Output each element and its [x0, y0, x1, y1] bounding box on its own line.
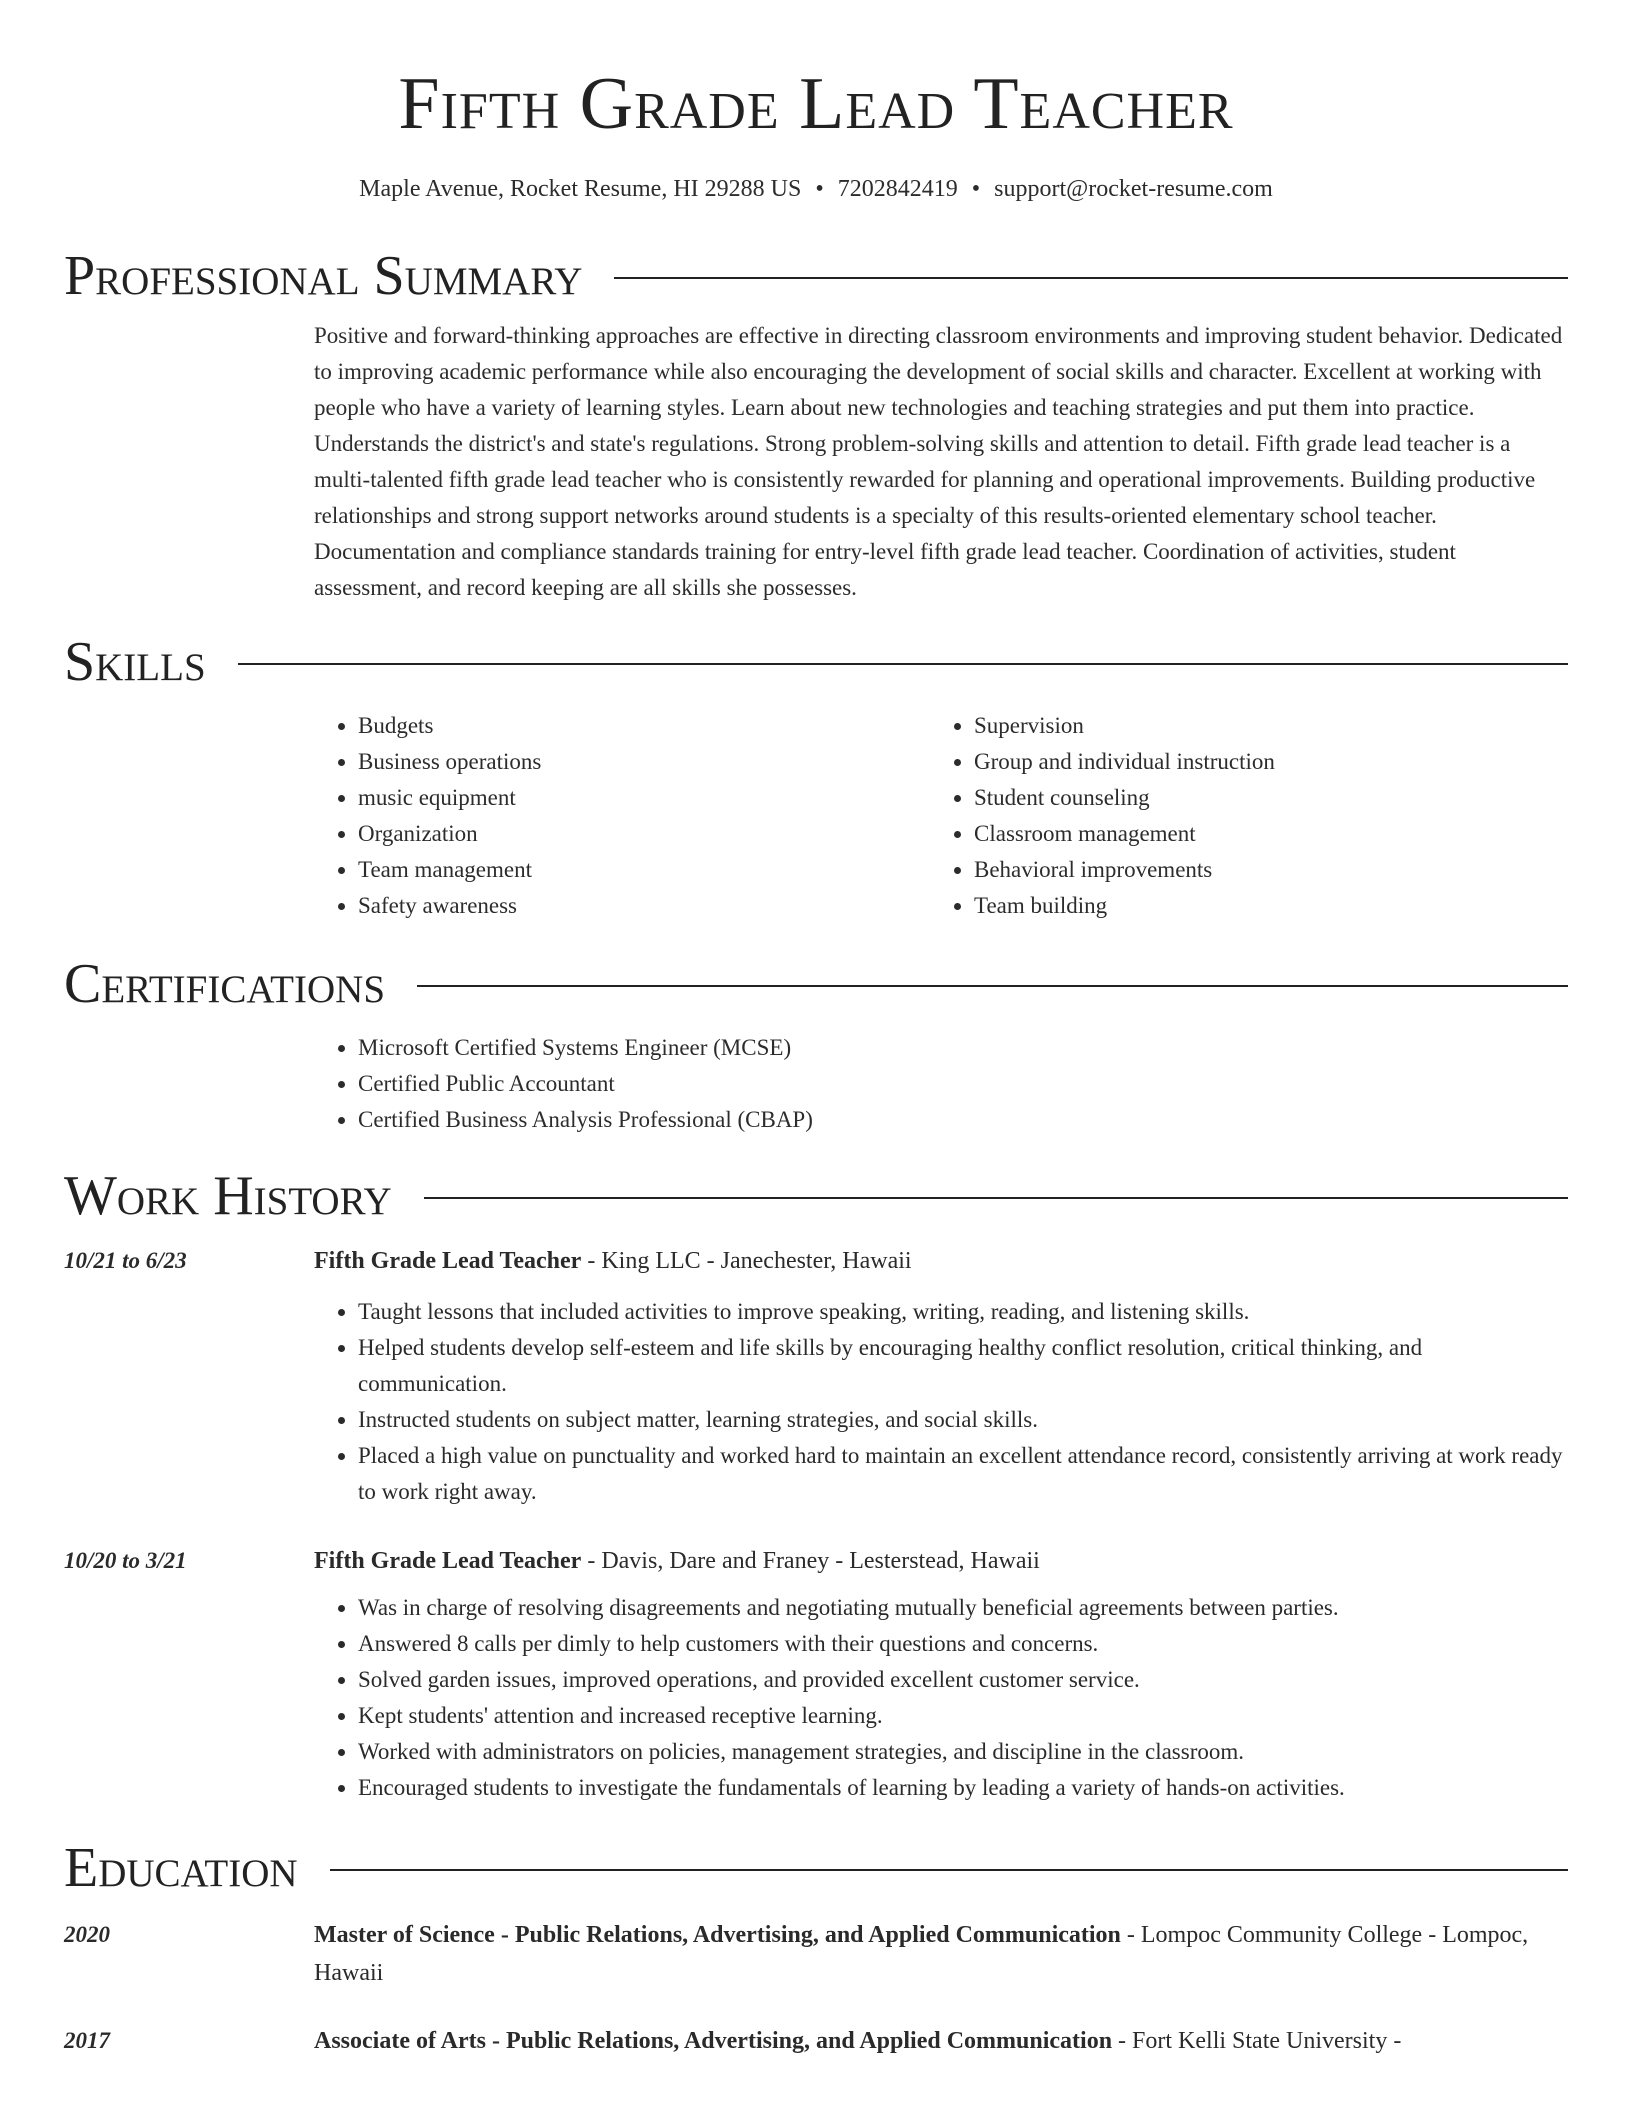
- job-duty: • Worked with administrators on policies, management strategies, and discipline in the classroom.: [358, 1734, 1568, 1770]
- section-title-skills: Skills: [64, 631, 206, 693]
- job-role: Fifth Grade Lead Teacher: [314, 1548, 582, 1574]
- skill-item: • Team management: [358, 852, 930, 888]
- education-degree: Master of Science - Public Relations, Advertising, and Applied Communication: [314, 1922, 1121, 1948]
- resume-page: [64, 0, 1568, 2060]
- education-degree: Associate of Arts - Public Relations, Advertising, and Applied Communication: [314, 2028, 1113, 2054]
- job-duty: • Encouraged students to investigate the fundamentals of learning by leading a variety of hands-on activities.: [358, 1770, 1568, 1806]
- job-dates: 10/20 to 3/21: [64, 1548, 187, 1573]
- contact-line: [64, 174, 1568, 204]
- summary-text: Positive and forward-thinking approaches are effective in directing classroom environments and improving student behavior. Dedicated to improving academic performance while also encouraging the development of social skills and character. Excellent at working with people who have a variety of learning styles. Learn about new technologies and teaching strategies and put them into practice. Understands the district's and state's regulations. Strong problem-solving skills and attention to detail. Fifth grade lead teacher is a multi-talented fifth grade lead teacher who is consistently rewarded for planning and operational improvements. Building productive relationships and strong support networks around students is a specialty of this results-oriented elementary school teacher. Documentation and compliance standards training for entry-level fifth grade lead teacher. Coordination of activities, student assessment, and record keeping are all skills she possesses.: [314, 323, 1563, 600]
- education-entry: [64, 1916, 1568, 1992]
- education-heading: [314, 1916, 1568, 1992]
- section-title-certifications: Certifications: [64, 953, 386, 1015]
- separator-dot: •: [971, 176, 981, 202]
- skill-item: • Safety awareness: [358, 888, 930, 924]
- separator-dot: •: [815, 176, 824, 202]
- job-dates: 10/21 to 6/23: [64, 1248, 187, 1273]
- job-heading: [314, 1242, 1568, 1280]
- certifications-section-header: [64, 952, 1568, 1016]
- section-divider: [330, 1869, 1568, 1871]
- education-year: 2017: [64, 2028, 110, 2053]
- skills-column-right: [930, 708, 1546, 924]
- education-school: - Fort Kelli State University -: [1112, 2028, 1402, 2054]
- section-divider: [614, 277, 1568, 279]
- section-title-education: Education: [64, 1837, 298, 1899]
- section-divider: [238, 663, 1568, 665]
- phone-number: 7202842419: [837, 176, 958, 202]
- skills-column-left: [314, 708, 930, 924]
- summary-section-header: [64, 244, 1568, 308]
- skill-item: • Organization: [358, 816, 930, 852]
- education-details: [314, 1916, 1568, 1992]
- job-employer: - Davis, Dare and Franey - Lesterstead, Hawaii: [581, 1548, 1040, 1574]
- job-details: [314, 1242, 1568, 1510]
- job-duty: • Was in charge of resolving disagreements and negotiating mutually beneficial agreements between parties.: [358, 1590, 1568, 1626]
- skill-item: • Classroom management: [974, 816, 1546, 852]
- certification-item: • Certified Business Analysis Professional (CBAP): [358, 1102, 1568, 1138]
- work-section-header: [64, 1164, 1568, 1228]
- job-duty: • Helped students develop self-esteem and life skills by encouraging healthy conflict resolution, critical thinking, and communication.: [358, 1330, 1568, 1402]
- candidate-name: Fifth Grade Lead Teacher: [398, 63, 1234, 145]
- job-duty: • Instructed students on subject matter, learning strategies, and social skills.: [358, 1402, 1568, 1438]
- skill-item: • Behavioral improvements: [974, 852, 1546, 888]
- education-section-header: [64, 1836, 1568, 1900]
- job-details: [314, 1542, 1568, 1806]
- education-details: [314, 2022, 1568, 2060]
- address: Maple Avenue, Rocket Resume, HI 29288 US: [359, 176, 802, 202]
- skill-item: • Group and individual instruction: [974, 744, 1546, 780]
- education-year: 2020: [64, 1922, 110, 1947]
- job-duty: • Answered 8 calls per dimly to help customers with their questions and concerns.: [358, 1626, 1568, 1662]
- skills-list: [314, 708, 1568, 924]
- section-divider: [424, 1197, 1568, 1199]
- section-divider: [417, 985, 1568, 987]
- job-duties: [314, 1590, 1568, 1806]
- job-duties: [314, 1294, 1568, 1510]
- skill-item: • Team building: [974, 888, 1546, 924]
- job-employer: - King LLC - Janechester, Hawaii: [581, 1248, 912, 1274]
- job-entry: [64, 1242, 1568, 1510]
- section-title-work-history: Work History: [64, 1165, 392, 1227]
- skills-section-header: [64, 630, 1568, 694]
- education-heading: [314, 2022, 1568, 2060]
- job-role: Fifth Grade Lead Teacher: [314, 1248, 582, 1274]
- skill-item: • Business operations: [358, 744, 930, 780]
- education-school: - Lompoc Community College - Lompoc, Hawaii: [314, 1922, 1529, 1986]
- skill-item: • Student counseling: [974, 780, 1546, 816]
- section-title-summary: Professional Summary: [64, 245, 583, 307]
- certifications-list: [314, 1030, 1568, 1138]
- skill-item: • Budgets: [358, 708, 930, 744]
- email-address: support@rocket-resume.com: [994, 176, 1273, 202]
- job-duty: • Solved garden issues, improved operations, and provided excellent customer service.: [358, 1662, 1568, 1698]
- certification-item: • Microsoft Certified Systems Engineer (MCSE): [358, 1030, 1568, 1066]
- job-heading: [314, 1542, 1568, 1580]
- certification-item: • Certified Public Accountant: [358, 1066, 1568, 1102]
- education-entry: [64, 2022, 1568, 2060]
- job-duty: • Placed a high value on punctuality and worked hard to maintain an excellent attendance record, consistently arriving at work ready to work right away.: [358, 1438, 1568, 1510]
- job-duty: • Taught lessons that included activities to improve speaking, writing, reading, and listening skills.: [358, 1294, 1568, 1330]
- job-duty: • Kept students' attention and increased receptive learning.: [358, 1698, 1568, 1734]
- job-entry: [64, 1542, 1568, 1806]
- skill-item: • Supervision: [974, 708, 1546, 744]
- skill-item: • music equipment: [358, 780, 930, 816]
